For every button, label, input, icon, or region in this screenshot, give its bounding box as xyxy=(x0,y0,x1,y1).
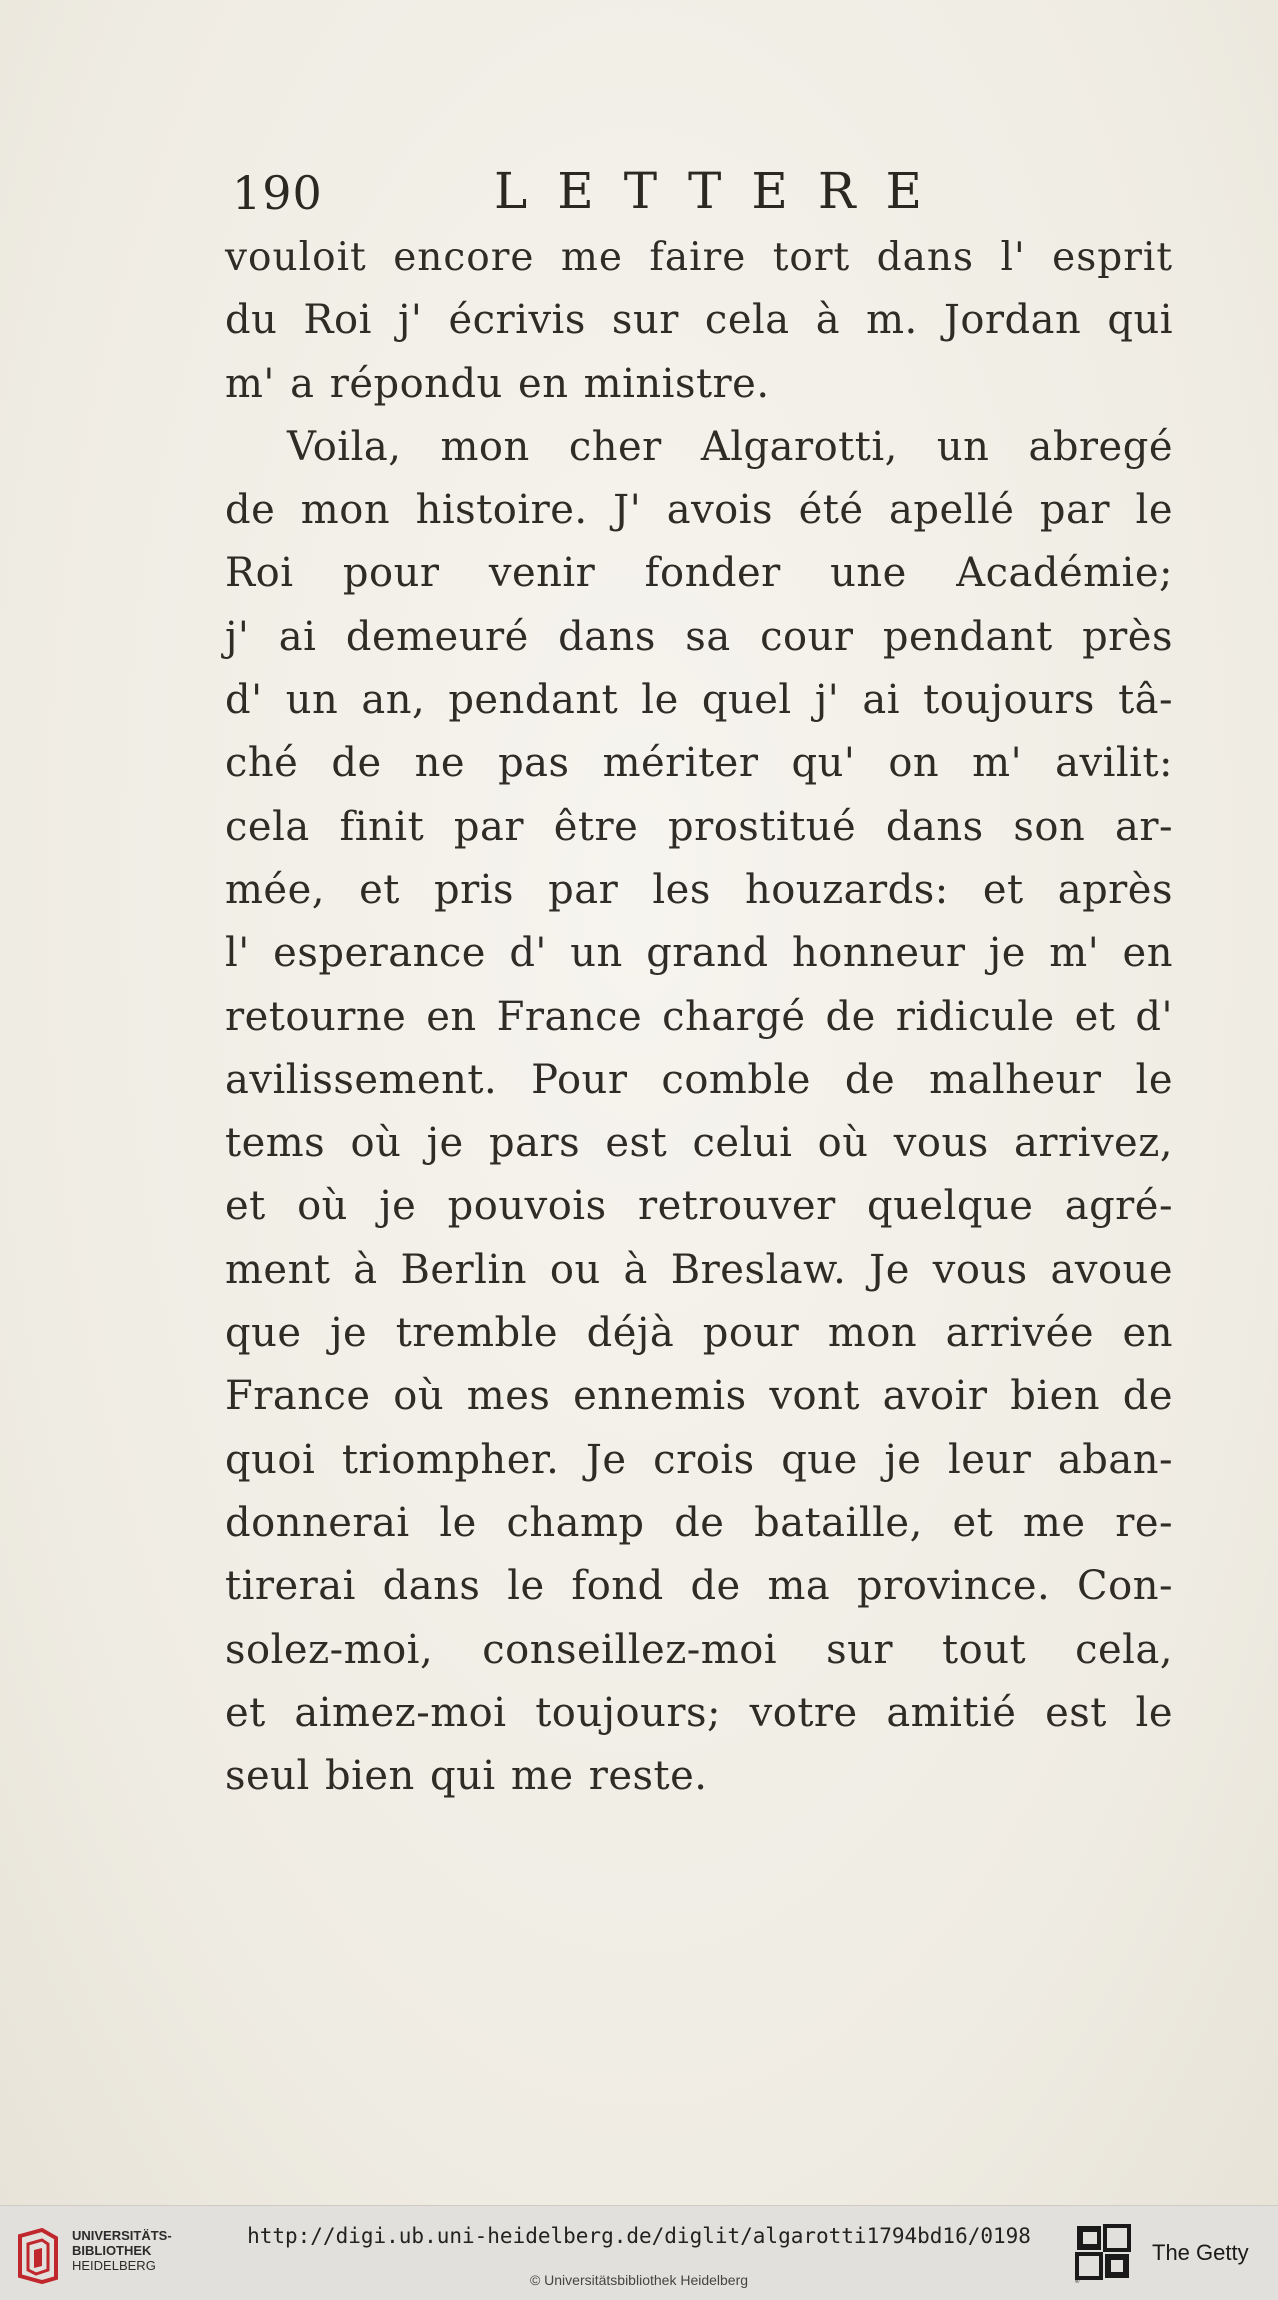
text-line: ment à Berlin ou à Breslaw. Je vous avoue xyxy=(225,1246,1173,1293)
page-header xyxy=(232,162,1092,232)
getty-name: The Getty xyxy=(1152,2240,1249,2265)
text-line: m' a répondu en ministre. xyxy=(225,360,770,407)
permalink-url[interactable]: http://digi.ub.uni-heidelberg.de/diglit/algarotti1794bd16/0198 xyxy=(247,2224,1031,2248)
text-line: ché de ne pas mériter qu' on m' avilit: xyxy=(225,740,1173,787)
text-line: que je tremble déjà pour mon arrivée en xyxy=(225,1310,1173,1357)
text-line: quoi triompher. Je crois que je leur aban- xyxy=(225,1436,1173,1483)
viewer-footer xyxy=(0,2205,1278,2300)
text-line: l' esperance d' un grand honneur je m' en xyxy=(225,930,1173,977)
text-line: retourne en France chargé de ridicule et d' xyxy=(225,993,1173,1040)
text-line: donnerai le champ de bataille, et me re- xyxy=(225,1499,1173,1546)
text-line: j' ai demeuré dans sa cour pendant près xyxy=(225,613,1173,660)
text-line: cela finit par être prostitué dans son ar- xyxy=(225,803,1173,850)
text-line: du Roi j' écrivis sur cela à m. Jordan qui xyxy=(225,297,1173,344)
text-line: Roi pour venir fonder une Académie; xyxy=(225,550,1173,597)
library-name-line: HEIDELBERG xyxy=(72,2258,156,2273)
running-title: LETTERE xyxy=(494,162,952,220)
text-line: de mon histoire. J' avois été apellé par le xyxy=(225,487,1173,534)
text-line: tirerai dans le fond de ma province. Con- xyxy=(225,1563,1173,1610)
text-line: tems où je pars est celui où vous arrivez, xyxy=(225,1120,1173,1167)
text-line: vouloit encore me faire tort dans l' esprit xyxy=(225,235,1173,280)
text-line: seul bien qui me reste. xyxy=(225,1753,708,1800)
text-line: France où mes ennemis vont avoir bien de xyxy=(225,1373,1173,1420)
copyright-notice: © Universitätsbibliothek Heidelberg xyxy=(529,2272,749,2288)
getty-logo-icon[interactable] xyxy=(1075,2222,1131,2284)
library-name-line: BIBLIOTHEK xyxy=(72,2243,152,2258)
text-line: avilissement. Pour comble de malheur le xyxy=(225,1056,1173,1103)
library-name-line: UNIVERSITÄTS- xyxy=(72,2228,172,2243)
page-number: 190 xyxy=(232,166,323,220)
letter-body xyxy=(225,226,1173,1808)
text-line: et où je pouvois retrouver quelque agré- xyxy=(225,1183,1173,1230)
text-line: mée, et pris par les houzards: et après xyxy=(225,866,1173,913)
text-line: Voila, mon cher Algarotti, un abregé xyxy=(287,423,1173,470)
text-line: d' un an, pendant le quel j' ai toujours tâ- xyxy=(225,677,1173,724)
text-line: et aimez-moi toujours; votre amitié est le xyxy=(225,1689,1173,1736)
getty-registered-mark: ® xyxy=(1075,2279,1080,2284)
text-line: solez-moi, conseillez-moi sur tout cela, xyxy=(225,1626,1173,1673)
